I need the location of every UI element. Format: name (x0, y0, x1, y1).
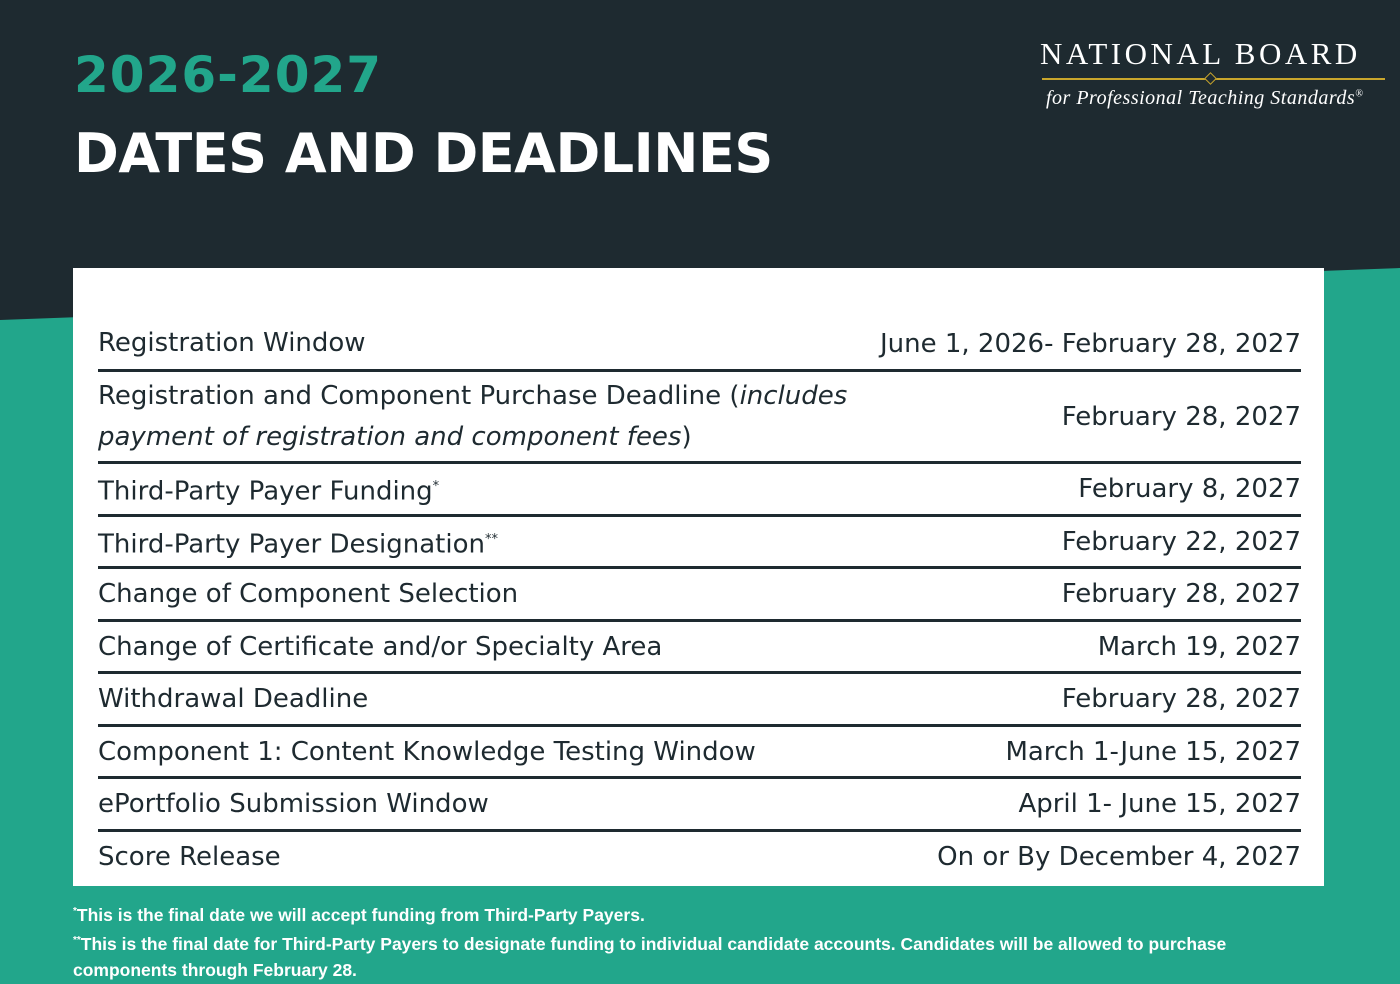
deadline-label-text: Third-Party Payer Designation (98, 529, 485, 560)
footnote-mark: * (73, 906, 77, 917)
deadline-row (98, 320, 1301, 367)
deadline-date: March 1-June 15, 2027 (1005, 737, 1301, 767)
deadlines-card (73, 268, 1324, 886)
deadline-label: Change of Certificate and/or Specialty Area (98, 631, 663, 662)
deadline-label-italic: payment of registration and component fees (98, 422, 682, 452)
deadline-date: On or By December 4, 2027 (937, 842, 1301, 872)
diamond-icon (1204, 72, 1217, 85)
logo-rule (1040, 74, 1385, 84)
deadline-label: Change of Component Selection (98, 578, 519, 609)
deadline-label-close: ) (681, 422, 692, 452)
footnote-mark: ** (484, 531, 498, 547)
deadline-date: February 8, 2027 (1078, 474, 1301, 504)
page-title: DATES AND DEADLINES (74, 122, 773, 185)
deadline-date: June 1, 2026- February 28, 2027 (879, 328, 1301, 359)
footnote-text: This is the final date we will accept funding from Third-Party Payers. (76, 904, 645, 925)
deadline-label (98, 519, 498, 566)
registered-mark: ® (1355, 88, 1364, 100)
deadline-date: March 19, 2027 (1097, 632, 1301, 662)
deadline-row (98, 517, 1301, 567)
national-board-logo (1040, 36, 1385, 110)
footnote-mark: * (432, 478, 440, 494)
deadline-label (98, 376, 847, 458)
deadline-date: April 1- June 15, 2027 (1018, 789, 1301, 819)
deadline-date: February 28, 2027 (1061, 579, 1301, 609)
footnote (73, 899, 1333, 928)
deadline-label: Component 1: Content Knowledge Testing Window (98, 736, 756, 767)
footnote-text: This is the final date for Third-Party Payers to designate funding to individual candidate accounts. Candidates will be allowed to purchase components through February 28. (73, 934, 1227, 980)
deadline-label: Score Release (98, 841, 281, 872)
deadline-label (98, 466, 439, 513)
deadline-row (98, 569, 1301, 619)
deadline-date: February 28, 2027 (1061, 684, 1301, 714)
logo-tagline (1046, 87, 1385, 110)
deadline-row (98, 622, 1301, 672)
footnotes (73, 899, 1333, 983)
footnote-mark: ** (73, 935, 81, 947)
deadline-row (98, 779, 1301, 829)
deadline-date: February 28, 2027 (1061, 402, 1301, 432)
logo-name: NATIONAL BOARD (1040, 36, 1361, 71)
deadline-row (98, 832, 1301, 882)
deadline-label-text: Third-Party Payer Funding (98, 476, 433, 507)
deadline-row (98, 372, 1301, 462)
deadline-row (98, 464, 1301, 514)
deadline-label: Registration Window (98, 328, 366, 358)
year-heading: 2026-2027 (74, 46, 383, 104)
deadline-label-italic: includes (739, 381, 848, 411)
deadline-date: February 22, 2027 (1061, 527, 1301, 557)
footnote (73, 928, 1333, 983)
logo-tagline-text: for Professional Teaching Standards (1046, 87, 1356, 109)
deadline-label: Withdrawal Deadline (98, 683, 369, 714)
deadline-row (98, 674, 1301, 724)
deadline-label: ePortfolio Submission Window (98, 788, 489, 819)
deadline-row (98, 727, 1301, 777)
deadline-label-main: Registration and Component Purchase Deadline ( (98, 381, 740, 411)
